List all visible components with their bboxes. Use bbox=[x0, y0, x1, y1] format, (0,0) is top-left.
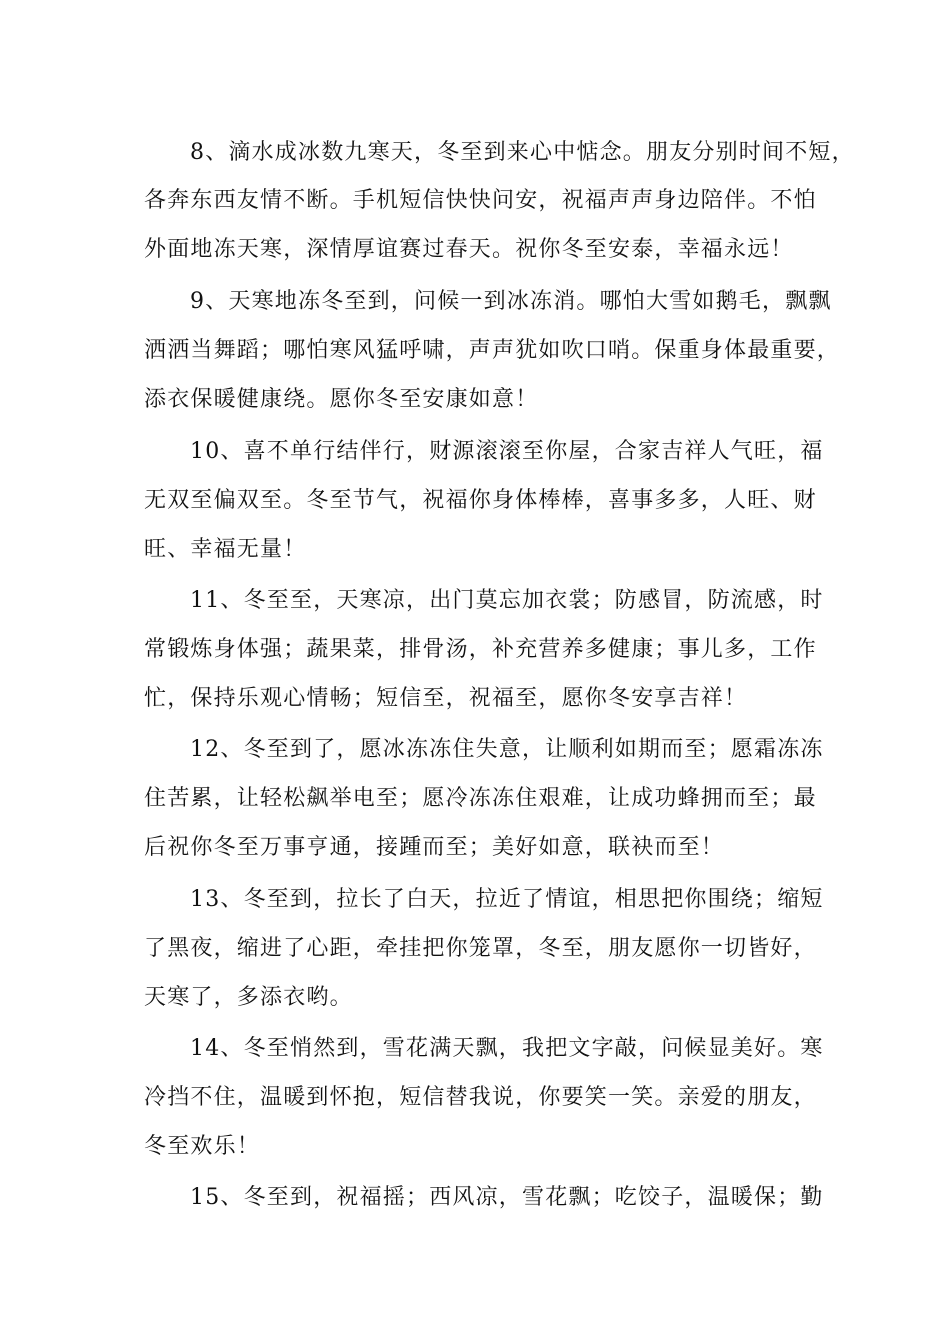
paragraph-line: 外面地冻天寒，深情厚谊赛过春天。祝你冬至安泰，幸福永远！ bbox=[144, 237, 794, 262]
paragraph-line: 12、冬至到了，愿冰冻冻住失意，让顺利如期而至；愿霜冻冻 bbox=[190, 737, 824, 762]
paragraph-line: 冷挡不住，温暖到怀抱，短信替我说，你要笑一笑。亲爱的朋友， bbox=[144, 1085, 817, 1110]
paragraph-line: 住苦累，让轻松飙举电至；愿冷冻冻住艰难，让成功蜂拥而至；最 bbox=[144, 786, 817, 811]
paragraph-line: 常锻炼身体强；蔬果菜，排骨汤，补充营养多健康；事儿多，工作 bbox=[144, 637, 817, 662]
paragraph-line: 9、天寒地冻冬至到，问候一到冰冻消。哪怕大雪如鹅毛，飘飘 bbox=[190, 289, 832, 314]
paragraph-line: 了黑夜，缩进了心距，牵挂把你笼罩，冬至，朋友愿你一切皆好， bbox=[144, 936, 817, 961]
paragraph-line: 忙，保持乐观心情畅；短信至，祝福至，愿你冬安享吉祥！ bbox=[144, 686, 748, 711]
paragraph-line: 洒洒当舞蹈；哪怕寒风猛呼啸，声声犹如吹口哨。保重身体最重要， bbox=[144, 338, 841, 363]
paragraph-line: 后祝你冬至万事亨通，接踵而至；美好如意，联袂而至！ bbox=[144, 835, 725, 860]
paragraph-line: 无双至偏双至。冬至节气，祝福你身体棒棒，喜事多多，人旺、财 bbox=[144, 488, 817, 513]
paragraph-line: 15、冬至到，祝福摇；西风凉，雪花飘；吃饺子，温暖保；勤 bbox=[190, 1185, 824, 1210]
paragraph-line: 天寒了，多添衣哟。 bbox=[144, 985, 353, 1010]
paragraph-line: 10、喜不单行结伴行，财源滚滚至你屋，合家吉祥人气旺，福 bbox=[190, 439, 824, 464]
paragraph-line: 8、滴水成冰数九寒天，冬至到来心中惦念。朋友分别时间不短， bbox=[190, 140, 855, 165]
paragraph-line: 13、冬至到，拉长了白天，拉近了情谊，相思把你围绕；缩短 bbox=[190, 887, 824, 912]
paragraph-line: 添衣保暖健康绕。愿你冬至安康如意！ bbox=[144, 387, 539, 412]
paragraph-line: 各奔东西友情不断。手机短信快快问安，祝福声声身边陪伴。不怕 bbox=[144, 188, 817, 213]
paragraph-line: 冬至欢乐！ bbox=[144, 1134, 261, 1159]
paragraph-line: 14、冬至悄然到，雪花满天飘，我把文字敲，问候显美好。寒 bbox=[190, 1036, 824, 1061]
paragraph-line: 11、冬至至，天寒凉，出门莫忘加衣裳；防感冒，防流感，时 bbox=[190, 588, 824, 613]
paragraph-line: 旺、幸福无量！ bbox=[144, 537, 307, 562]
